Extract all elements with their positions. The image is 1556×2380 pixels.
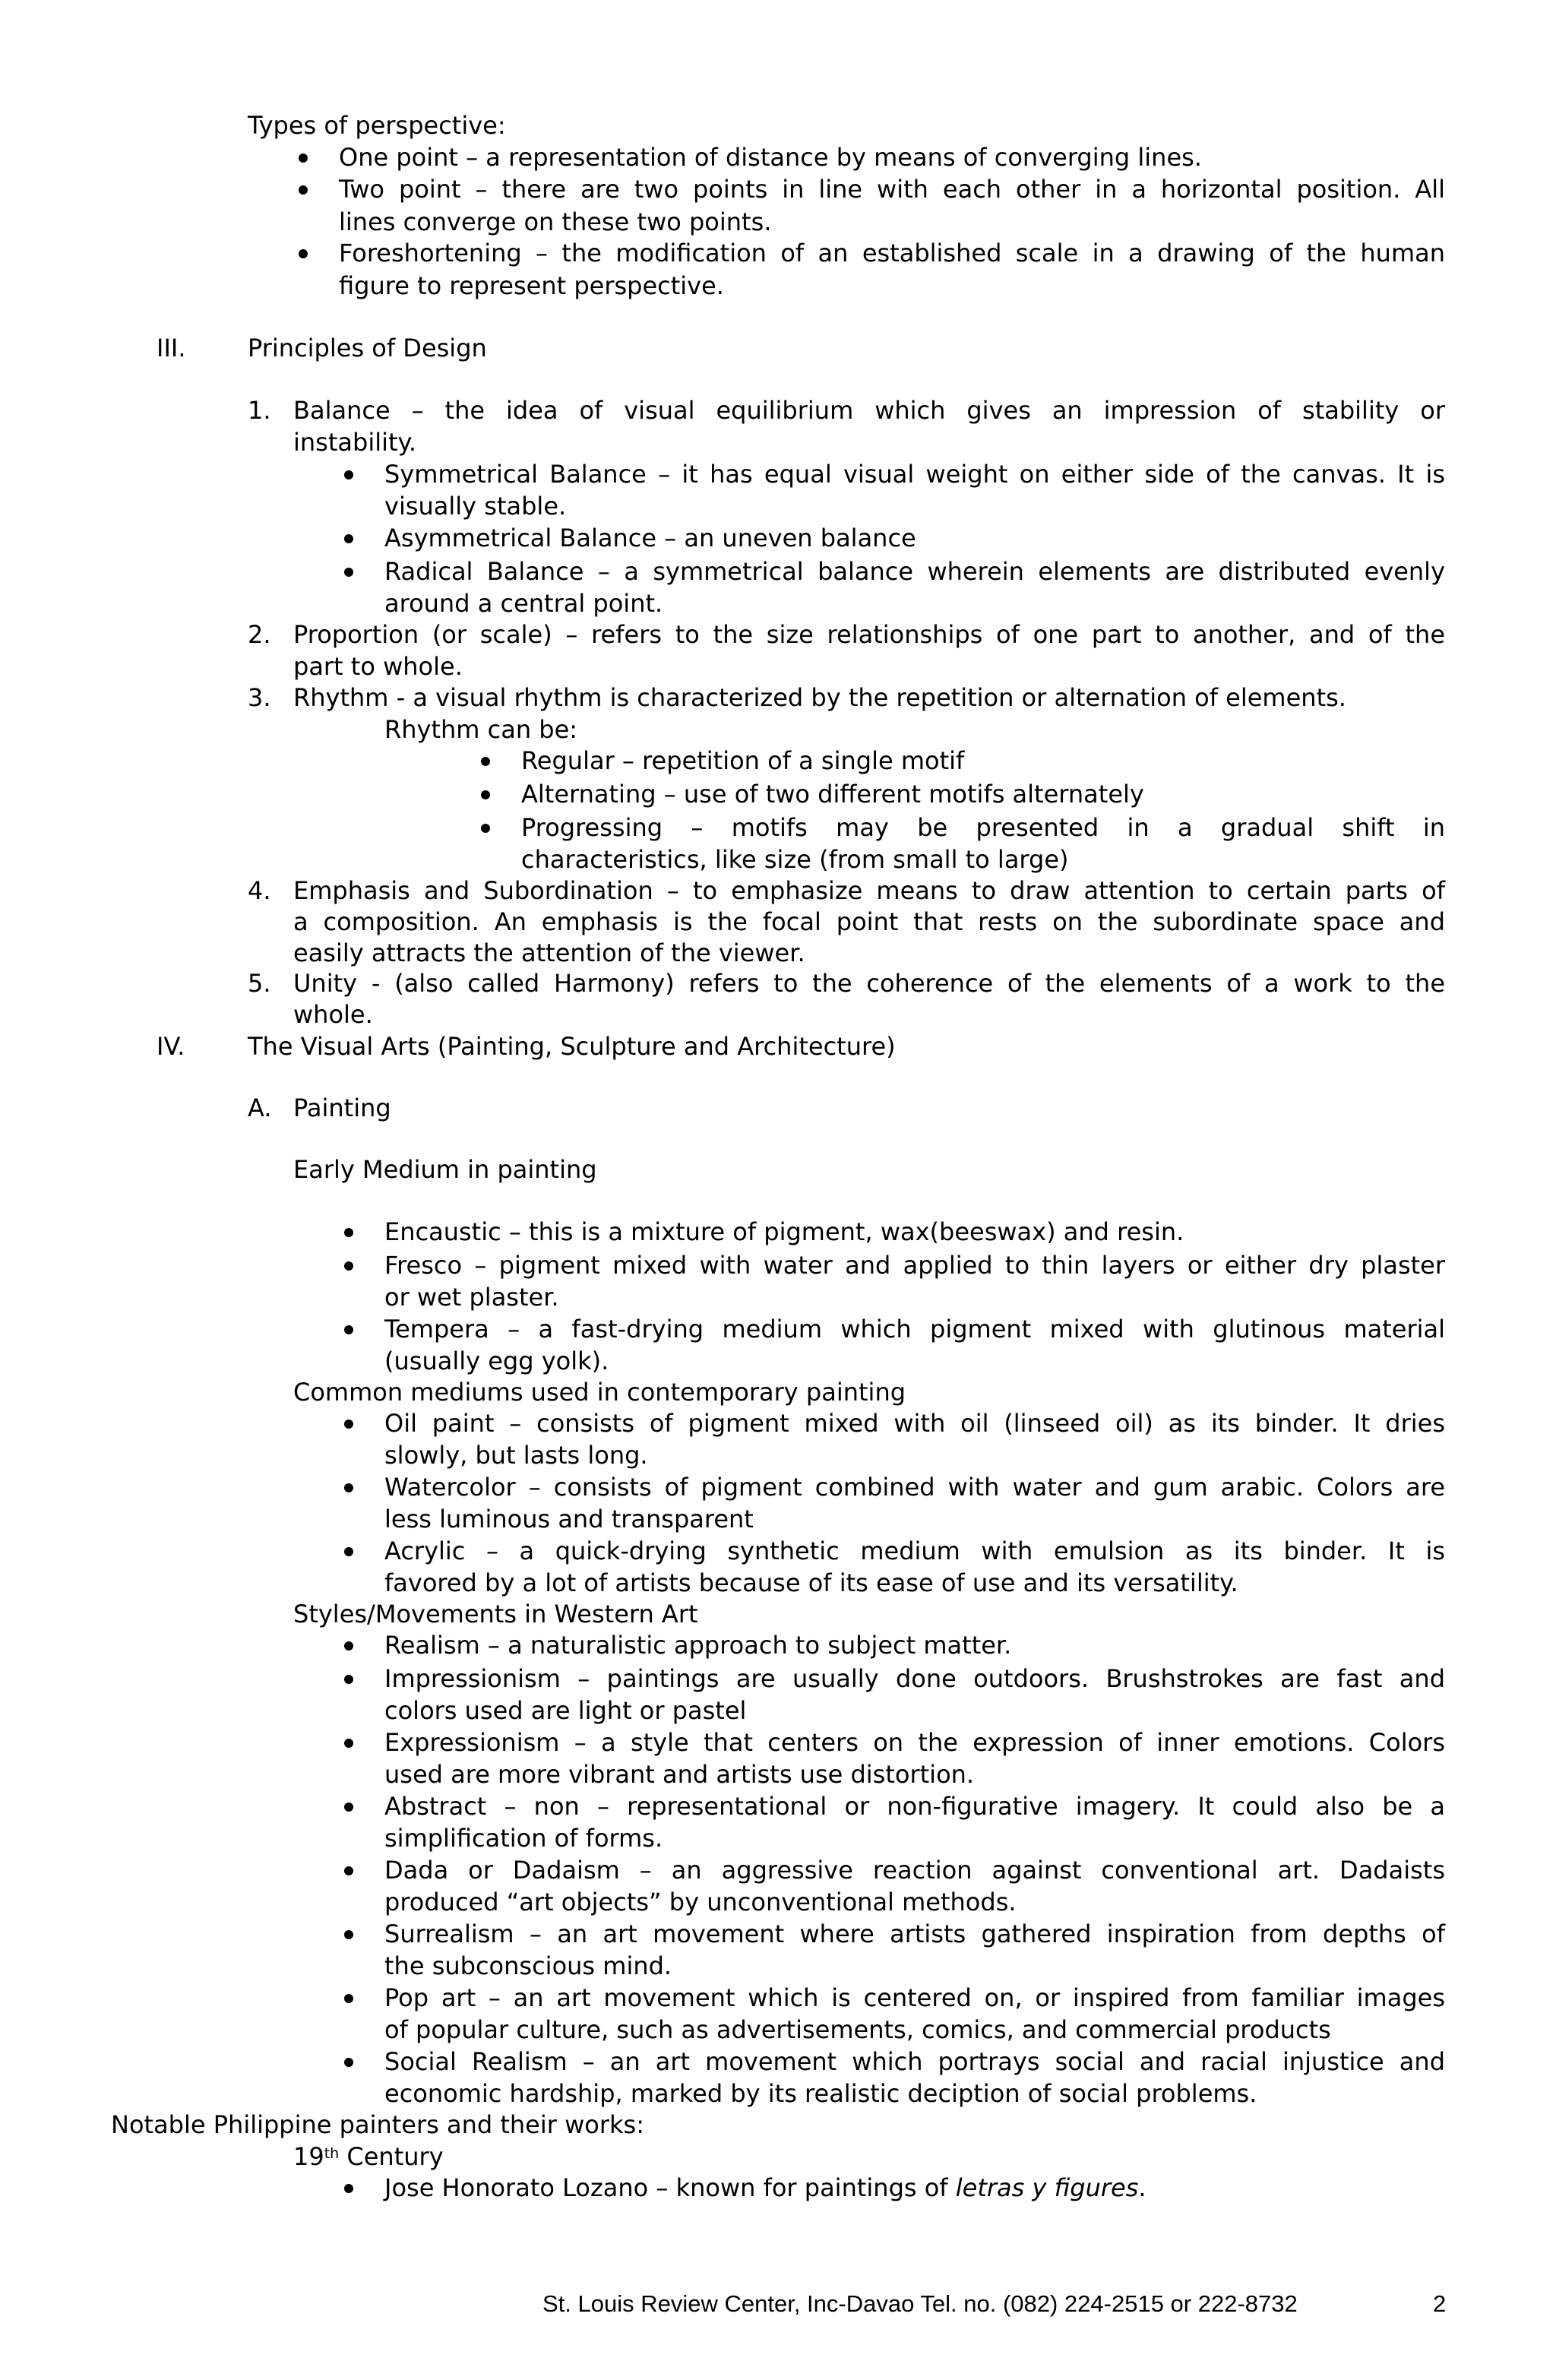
style-social-realism: Social Realism – an art movement which portrays social and racial injustice and: [384, 2047, 1445, 2076]
emphasis-text-cont: a composition. An emphasis is the focal point that rests on the subordinate space and: [293, 907, 1445, 936]
section-title-visual-arts: The Visual Arts (Painting, Sculpture and Architecture): [248, 1032, 896, 1061]
style-pop-art: Pop art – an art movement which is centered on, or inspired from familiar images: [384, 1983, 1445, 2012]
style-expressionism-cont: used are more vibrant and artists use distortion.: [384, 1760, 975, 1789]
style-surrealism-cont: the subconscious mind.: [384, 1951, 672, 1980]
century-word: Century: [339, 2142, 444, 2171]
bullet: [344, 1739, 353, 1748]
rhythm-regular: Regular – repetition of a single motif: [521, 746, 965, 775]
bullet: [344, 1483, 353, 1492]
section-numeral: III.: [157, 334, 186, 362]
style-dada: Dada or Dadaism – an aggressive reaction against conventional art. Dadaists: [384, 1856, 1445, 1885]
perspective-two-point-cont: lines converge on these two points.: [339, 207, 772, 236]
painter-lozano-text: Jose Honorato Lozano – known for paintings of: [384, 2173, 956, 2202]
bullet: [344, 1641, 353, 1650]
list-number: 1.: [248, 396, 271, 425]
common-mediums-heading: Common mediums used in contemporary painting: [293, 1378, 906, 1407]
common-watercolor-cont: less luminous and transparent: [384, 1505, 754, 1533]
style-dada-cont: produced “art objects” by unconventional methods.: [384, 1888, 1017, 1916]
rhythm-sub-heading: Rhythm can be:: [384, 715, 578, 744]
section-title-principles: Principles of Design: [248, 334, 487, 362]
rhythm-text: Rhythm - a visual rhythm is characterized by the repetition or alternation of elements.: [293, 683, 1346, 712]
early-medium-heading: Early Medium in painting: [293, 1155, 597, 1184]
list-number: 5.: [248, 969, 271, 998]
footer-text: St. Louis Review Center, Inc-Davao Tel. no. (082) 224-2515 or 222-8732: [542, 2290, 1298, 2317]
century-superscript: th: [324, 2145, 340, 2162]
balance-symmetrical-cont: visually stable.: [384, 492, 567, 521]
bullet: [344, 1866, 353, 1875]
notable-painters-heading: Notable Philippine painters and their works:: [111, 2110, 644, 2139]
early-fresco-cont: or wet plaster.: [384, 1283, 559, 1312]
bullet: [344, 2184, 353, 2193]
style-expressionism: Expressionism – a style that centers on the expression of inner emotions. Colors: [384, 1728, 1445, 1757]
bullet: [344, 1261, 353, 1271]
early-tempera: Tempera – a fast-drying medium which pigment mixed with glutinous material: [384, 1315, 1445, 1343]
common-watercolor: Watercolor – consists of pigment combined with water and gum arabic. Colors are: [384, 1473, 1445, 1502]
balance-radical-cont: around a central point.: [384, 589, 663, 618]
perspective-two-point: Two point – there are two points in line with each other in a horizontal position. All: [339, 175, 1445, 204]
painter-lozano: [384, 2172, 1146, 2204]
emphasis-text: Emphasis and Subordination – to emphasize means to draw attention to certain parts of: [293, 876, 1445, 905]
bullet: [299, 185, 308, 195]
century-heading: [293, 2141, 444, 2173]
perspective-one-point: One point – a representation of distance by means of converging lines.: [339, 143, 1202, 172]
balance-radical: Radical Balance – a symmetrical balance wherein elements are distributed evenly: [384, 557, 1445, 586]
bullet: [299, 249, 308, 258]
style-impressionism: Impressionism – paintings are usually done outdoors. Brushstrokes are fast and: [384, 1664, 1445, 1693]
balance-text-cont: instability.: [293, 428, 417, 457]
list-number: 2.: [248, 620, 271, 649]
bullet: [344, 470, 353, 479]
unity-text: Unity - (also called Harmony) refers to the coherence of the elements of a work to the: [293, 969, 1445, 998]
style-realism: Realism – a naturalistic approach to subject matter.: [384, 1631, 1012, 1660]
bullet: [481, 790, 490, 799]
subsection-label: A.: [248, 1093, 272, 1122]
style-abstract: Abstract – non – representational or non-figurative imagery. It could also be a: [384, 1792, 1445, 1821]
style-surrealism: Surrealism – an art movement where artists gathered inspiration from depths of: [384, 1920, 1445, 1948]
common-oil-paint-cont: slowly, but lasts long.: [384, 1441, 648, 1470]
painter-lozano-work: letras y figures: [955, 2173, 1139, 2202]
common-acrylic: Acrylic – a quick-drying synthetic medium with emulsion as its binder. It is: [384, 1537, 1445, 1565]
bullet: [344, 1802, 353, 1812]
perspective-heading: Types of perspective:: [248, 111, 506, 140]
bullet: [344, 534, 353, 543]
century-number: 19: [293, 2142, 324, 2171]
subsection-title-painting: Painting: [293, 1093, 391, 1122]
early-tempera-cont: (usually egg yolk).: [384, 1347, 609, 1375]
style-impressionism-cont: colors used are light or pastel: [384, 1696, 747, 1725]
bullet: [344, 2058, 353, 2067]
style-social-realism-cont: economic hardship, marked by its realistic deciption of social problems.: [384, 2079, 1257, 2108]
common-oil-paint: Oil paint – consists of pigment mixed with oil (linseed oil) as its binder. It dries: [384, 1409, 1445, 1438]
bullet: [481, 757, 490, 766]
bullet: [344, 1547, 353, 1556]
bullet: [344, 1930, 353, 1939]
style-abstract-cont: simplification of forms.: [384, 1824, 663, 1853]
bullet: [344, 1228, 353, 1237]
early-fresco: Fresco – pigment mixed with water and applied to thin layers or either dry plaster: [384, 1251, 1445, 1280]
bullet: [344, 1675, 353, 1684]
section-numeral: IV.: [157, 1032, 185, 1061]
proportion-text-cont: part to whole.: [293, 652, 463, 681]
rhythm-progressing: Progressing – motifs may be presented in a gradual shift in: [521, 813, 1445, 842]
balance-asymmetrical: Asymmetrical Balance – an uneven balance: [384, 524, 916, 552]
perspective-foreshortening-cont: figure to represent perspective.: [339, 271, 724, 300]
unity-text-cont: whole.: [293, 1000, 373, 1029]
bullet: [481, 824, 490, 833]
proportion-text: Proportion (or scale) – refers to the size relationships of one part to another, and of the: [293, 620, 1445, 649]
early-encaustic: Encaustic – this is a mixture of pigment, wax(beeswax) and resin.: [384, 1217, 1184, 1246]
bullet: [344, 1994, 353, 2003]
list-number: 4.: [248, 876, 271, 905]
bullet: [344, 1419, 353, 1429]
common-acrylic-cont: favored by a lot of artists because of its ease of use and its versatility.: [384, 1568, 1238, 1597]
bullet: [299, 153, 308, 163]
balance-symmetrical: Symmetrical Balance – it has equal visual weight on either side of the canvas. It is: [384, 460, 1445, 489]
rhythm-alternating: Alternating – use of two different motifs alternately: [521, 780, 1144, 809]
emphasis-text-cont2: easily attracts the attention of the viewer.: [293, 938, 805, 967]
balance-text: Balance – the idea of visual equilibrium which gives an impression of stability or: [293, 396, 1445, 425]
style-pop-art-cont: of popular culture, such as advertisements, comics, and commercial products: [384, 2015, 1331, 2044]
page-number: 2: [1433, 2290, 1447, 2317]
rhythm-progressing-cont: characteristics, like size (from small to large): [521, 845, 1069, 874]
list-number: 3.: [248, 683, 271, 712]
bullet: [344, 568, 353, 577]
painter-lozano-end: .: [1138, 2173, 1146, 2202]
perspective-foreshortening: Foreshortening – the modification of an established scale in a drawing of the human: [339, 239, 1445, 267]
bullet: [344, 1325, 353, 1334]
styles-heading: Styles/Movements in Western Art: [293, 1600, 698, 1628]
